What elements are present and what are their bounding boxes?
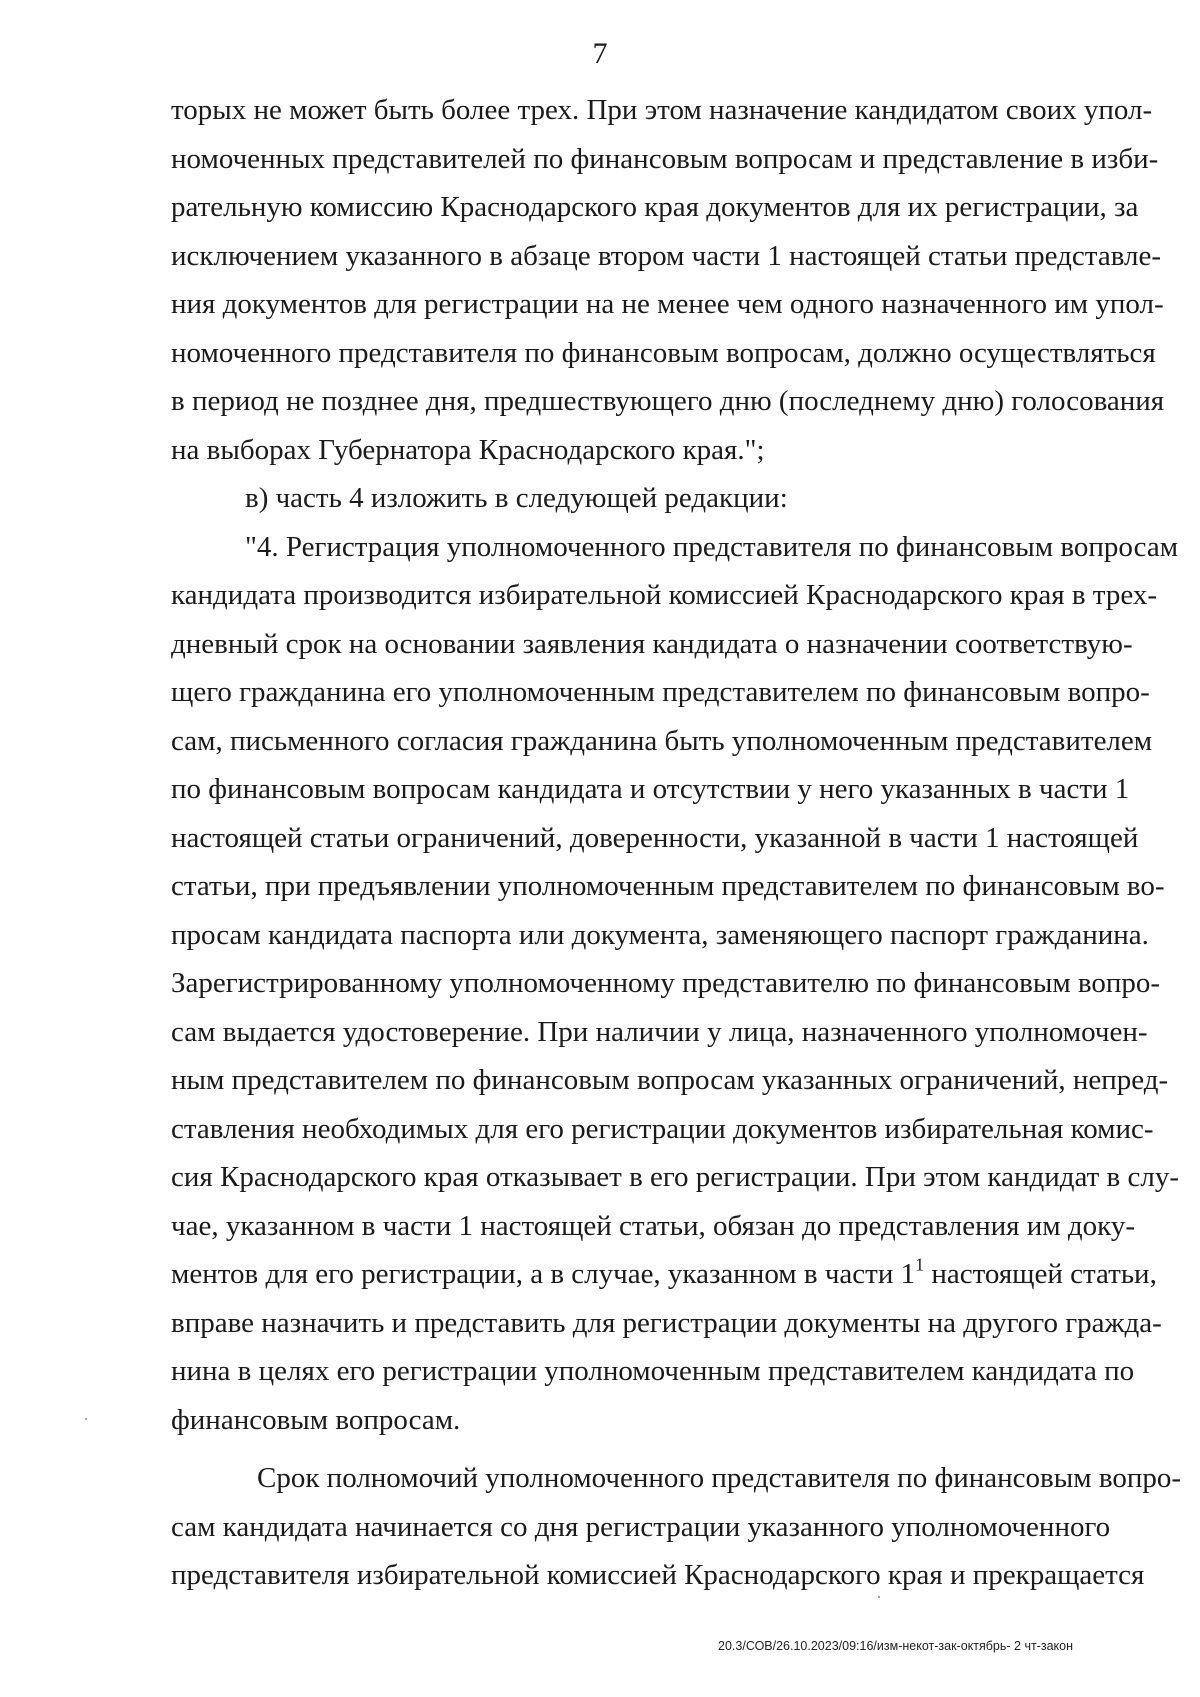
text-line: нина в целях его регистрации уполномоченным представителем кандидата по bbox=[171, 1355, 1135, 1387]
text-line: торых не может быть более трех. При этом назначение кандидатом своих упол- bbox=[171, 94, 1153, 126]
text-line: Зарегистрированному уполномоченному представителю по финансовым вопро- bbox=[171, 967, 1161, 999]
text-line: ния документов для регистрации на не менее чем одного назначенного им упол- bbox=[171, 288, 1164, 320]
text-line: представителя избирательной комиссией Краснодарского края и прекращается bbox=[171, 1559, 1145, 1591]
text-line-with-superscript bbox=[171, 1250, 1157, 1299]
text-line: номоченных представителей по финансовым вопросам и представление в изби- bbox=[171, 142, 1159, 175]
text-line: в период не позднее дня, предшествующего дню (последнему дню) голосования bbox=[171, 385, 1165, 417]
text-fragment: ментов для его регистрации, а в случае, указанном в части 1 bbox=[171, 1258, 916, 1290]
text-line: по финансовым вопросам кандидата и отсутствии у него указанных в части 1 bbox=[171, 773, 1130, 805]
scan-speck bbox=[85, 1418, 87, 1420]
text-line: сам выдается удостоверение. При наличии у лица, назначенного уполномочен- bbox=[171, 1015, 1148, 1048]
text-fragment: настоящей статьи, bbox=[924, 1258, 1157, 1290]
document-body bbox=[171, 86, 1181, 1600]
text-line: исключением указанного в абзаце втором части 1 настоящей статьи представле- bbox=[171, 239, 1162, 272]
text-line: дневный срок на основании заявления кандидата о назначении соответствую- bbox=[171, 627, 1133, 660]
text-line: финансовым вопросам. bbox=[171, 1403, 461, 1436]
superscript: 1 bbox=[915, 1254, 925, 1275]
text-line: вправе назначить и представить для регистрации документы на другого гражда- bbox=[171, 1306, 1162, 1339]
scan-speck bbox=[878, 1596, 880, 1598]
text-line: настоящей статьи ограничений, доверенности, указанной в части 1 настоящей bbox=[171, 821, 1139, 854]
text-line: рательную комиссию Краснодарского края документов для их регистрации, за bbox=[171, 191, 1139, 223]
text-line: чае, указанном в части 1 настоящей статьи, обязан до представления им доку- bbox=[171, 1209, 1135, 1242]
text-line: ным представителем по финансовым вопросам указанных ограничений, непред- bbox=[171, 1064, 1169, 1096]
page-number: 7 bbox=[592, 37, 608, 70]
text-line: в) часть 4 изложить в следующей редакции: bbox=[245, 482, 788, 514]
text-line: щего гражданина его уполномоченным представителем по финансовым вопро- bbox=[171, 676, 1150, 708]
text-line: сам, письменного согласия гражданина быть уполномоченным представителем bbox=[171, 724, 1153, 757]
text-line: ставления необходимых для его регистрации документов избирательная комис- bbox=[171, 1112, 1154, 1145]
footer-document-code: 20.3/СОВ/26.10.2023/09:16/изм-некот-зак-октябрь- 2 чт-закон bbox=[718, 1639, 1073, 1653]
text-line: номоченного представителя по финансовым вопросам, должно осуществляться bbox=[171, 336, 1156, 369]
text-line: на выборах Губернатора Краснодарского края."; bbox=[171, 433, 765, 466]
text-line: просам кандидата паспорта или документа, заменяющего паспорт гражданина. bbox=[171, 918, 1149, 951]
paragraph-gap bbox=[171, 1444, 1050, 1454]
text-line: сия Краснодарского края отказывает в его регистрации. При этом кандидат в слу- bbox=[171, 1161, 1179, 1193]
text-line: статьи, при предъявлении уполномоченным представителем по финансовым во- bbox=[171, 870, 1165, 902]
text-line: сам кандидата начинается со дня регистрации указанного уполномоченного bbox=[171, 1510, 1111, 1543]
text-line: Срок полномочий уполномоченного представителя по финансовым вопро- bbox=[257, 1462, 1181, 1494]
text-line: кандидата производится избирательной комиссией Краснодарского края в трех- bbox=[171, 579, 1157, 611]
text-line: "4. Регистрация уполномоченного представителя по финансовым вопросам bbox=[245, 530, 1179, 563]
